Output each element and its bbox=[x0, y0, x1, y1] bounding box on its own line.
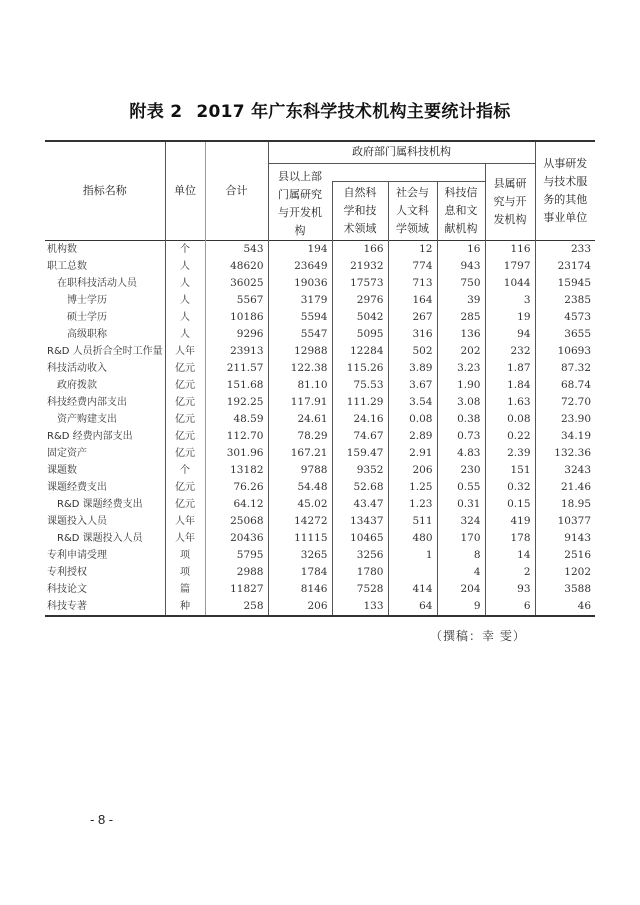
cell-natural: 159.47 bbox=[332, 445, 388, 462]
cell-other: 132.36 bbox=[535, 445, 595, 462]
cell-other: 46 bbox=[535, 598, 595, 616]
table-body bbox=[45, 240, 595, 616]
cell-natural: 17573 bbox=[332, 275, 388, 292]
cell-social: 1 bbox=[388, 547, 437, 564]
cell-county-above: 54.48 bbox=[268, 479, 332, 496]
cell-info: 230 bbox=[437, 462, 485, 479]
cell-county-above: 3179 bbox=[268, 292, 332, 309]
cell-natural: 13437 bbox=[332, 513, 388, 530]
cell-info: 0.31 bbox=[437, 496, 485, 513]
cell-county: 0.15 bbox=[485, 496, 535, 513]
cell-social: 1.23 bbox=[388, 496, 437, 513]
cell-natural: 1780 bbox=[332, 564, 388, 581]
cell-social: 414 bbox=[388, 581, 437, 598]
cell-other: 34.19 bbox=[535, 428, 595, 445]
cell-other: 21.46 bbox=[535, 479, 595, 496]
table-row bbox=[45, 598, 595, 616]
cell-other: 2385 bbox=[535, 292, 595, 309]
indicator-name: 职工总数 bbox=[47, 260, 87, 272]
cell-other: 10377 bbox=[535, 513, 595, 530]
cell-county-above: 1784 bbox=[268, 564, 332, 581]
cell-social: 267 bbox=[388, 309, 437, 326]
indicator-name: 博士学历 bbox=[67, 294, 107, 306]
page-number: - 8 - bbox=[90, 812, 114, 827]
table-row bbox=[45, 445, 595, 462]
cell-natural: 166 bbox=[332, 240, 388, 258]
cell-county-above: 9788 bbox=[268, 462, 332, 479]
indicator-name: 课题投入人员 bbox=[47, 515, 107, 527]
cell-unit: 篇 bbox=[165, 581, 205, 598]
cell-county: 14 bbox=[485, 547, 535, 564]
header-social-science: 社会与人文科学领域 bbox=[388, 182, 437, 240]
cell-other: 23174 bbox=[535, 258, 595, 275]
cell-other: 68.74 bbox=[535, 377, 595, 394]
table-row bbox=[45, 240, 595, 258]
header-county-above: 县以上部门属研究与开发机构 bbox=[268, 163, 332, 240]
cell-county: 94 bbox=[485, 326, 535, 343]
cell-social: 3.67 bbox=[388, 377, 437, 394]
cell-info: 0.73 bbox=[437, 428, 485, 445]
header-other-units: 从事研发与技术服务的其他事业单位 bbox=[535, 141, 595, 240]
cell-county-above: 206 bbox=[268, 598, 332, 616]
cell-other: 9143 bbox=[535, 530, 595, 547]
cell-unit: 亿元 bbox=[165, 360, 205, 377]
table-row bbox=[45, 411, 595, 428]
cell-social: 64 bbox=[388, 598, 437, 616]
cell-other: 15945 bbox=[535, 275, 595, 292]
cell-county: 93 bbox=[485, 581, 535, 598]
cell-info: 1.90 bbox=[437, 377, 485, 394]
header-spacer bbox=[332, 163, 485, 182]
cell-info: 16 bbox=[437, 240, 485, 258]
cell-info: 9 bbox=[437, 598, 485, 616]
table-row bbox=[45, 462, 595, 479]
cell-county-above: 3265 bbox=[268, 547, 332, 564]
cell-county: 0.08 bbox=[485, 411, 535, 428]
cell-county-above: 5547 bbox=[268, 326, 332, 343]
cell-other: 4573 bbox=[535, 309, 595, 326]
cell-natural: 43.47 bbox=[332, 496, 388, 513]
table-row bbox=[45, 343, 595, 360]
cell-natural: 111.29 bbox=[332, 394, 388, 411]
cell-total: 36025 bbox=[205, 275, 268, 292]
cell-natural: 5095 bbox=[332, 326, 388, 343]
cell-county-above: 122.38 bbox=[268, 360, 332, 377]
table-row bbox=[45, 530, 595, 547]
cell-social: 502 bbox=[388, 343, 437, 360]
indicator-name: 机构数 bbox=[45, 240, 165, 258]
cell-natural: 115.26 bbox=[332, 360, 388, 377]
cell-county: 2.39 bbox=[485, 445, 535, 462]
indicator-name: 科技论文 bbox=[47, 583, 87, 595]
cell-total: 112.70 bbox=[205, 428, 268, 445]
cell-other: 1202 bbox=[535, 564, 595, 581]
cell-info: 4 bbox=[437, 564, 485, 581]
cell-unit: 人年 bbox=[165, 530, 205, 547]
cell-unit: 人年 bbox=[165, 513, 205, 530]
cell-unit: 人 bbox=[165, 258, 205, 275]
cell-info: 750 bbox=[437, 275, 485, 292]
cell-unit: 种 bbox=[165, 598, 205, 616]
cell-total: 9296 bbox=[205, 326, 268, 343]
cell-county-above: 8146 bbox=[268, 581, 332, 598]
cell-unit: 亿元 bbox=[165, 377, 205, 394]
cell-county-above: 11115 bbox=[268, 530, 332, 547]
indicator-name: 固定资产 bbox=[47, 447, 87, 459]
indicator-name: R&D 课题投入人员 bbox=[57, 532, 143, 544]
cell-other: 72.70 bbox=[535, 394, 595, 411]
header-indicator-name: 指标名称 bbox=[45, 141, 165, 240]
cell-other: 233 bbox=[535, 240, 595, 258]
cell-natural: 9352 bbox=[332, 462, 388, 479]
cell-county-above: 14272 bbox=[268, 513, 332, 530]
header-total: 合计 bbox=[205, 141, 268, 240]
cell-unit: 个 bbox=[165, 240, 205, 258]
cell-info: 943 bbox=[437, 258, 485, 275]
indicator-name: 政府拨款 bbox=[57, 379, 97, 391]
cell-social: 3.89 bbox=[388, 360, 437, 377]
table-row bbox=[45, 547, 595, 564]
cell-info: 285 bbox=[437, 309, 485, 326]
cell-natural: 52.68 bbox=[332, 479, 388, 496]
cell-other: 3655 bbox=[535, 326, 595, 343]
cell-county: 1.87 bbox=[485, 360, 535, 377]
cell-social: 0.08 bbox=[388, 411, 437, 428]
cell-social: 2.89 bbox=[388, 428, 437, 445]
cell-unit: 人年 bbox=[165, 343, 205, 360]
cell-total: 76.26 bbox=[205, 479, 268, 496]
cell-county-above: 12988 bbox=[268, 343, 332, 360]
cell-county-above: 5594 bbox=[268, 309, 332, 326]
indicator-name: 在职科技活动人员 bbox=[57, 277, 137, 289]
cell-county: 419 bbox=[485, 513, 535, 530]
cell-total: 48.59 bbox=[205, 411, 268, 428]
table-title-text: 2017 年广东科学技术机构主要统计指标 bbox=[196, 102, 511, 122]
cell-county: 1044 bbox=[485, 275, 535, 292]
cell-county: 178 bbox=[485, 530, 535, 547]
cell-other: 87.32 bbox=[535, 360, 595, 377]
cell-total: 2988 bbox=[205, 564, 268, 581]
cell-county-above: 19036 bbox=[268, 275, 332, 292]
table-header bbox=[45, 141, 595, 240]
table-row bbox=[45, 326, 595, 343]
cell-county: 151 bbox=[485, 462, 535, 479]
cell-county: 0.22 bbox=[485, 428, 535, 445]
cell-info: 170 bbox=[437, 530, 485, 547]
header-county: 县属研究与开发机构 bbox=[485, 163, 535, 240]
cell-county: 1.84 bbox=[485, 377, 535, 394]
table-row bbox=[45, 513, 595, 530]
cell-total: 48620 bbox=[205, 258, 268, 275]
header-info-institutions: 科技信息和文献机构 bbox=[437, 182, 485, 240]
cell-social: 480 bbox=[388, 530, 437, 547]
header-gov-group: 政府部门属科技机构 bbox=[268, 141, 535, 163]
indicator-name: 科技专著 bbox=[45, 598, 165, 616]
cell-county: 1.63 bbox=[485, 394, 535, 411]
author-credit: （撰稿：幸 雯） bbox=[430, 629, 526, 643]
cell-unit: 亿元 bbox=[165, 411, 205, 428]
indicator-name: 专利申请受理 bbox=[47, 549, 107, 561]
cell-other: 10693 bbox=[535, 343, 595, 360]
cell-info: 3.23 bbox=[437, 360, 485, 377]
table-title-prefix: 附表 2 bbox=[129, 102, 183, 122]
cell-total: 20436 bbox=[205, 530, 268, 547]
cell-unit: 项 bbox=[165, 547, 205, 564]
cell-county: 116 bbox=[485, 240, 535, 258]
cell-info: 4.83 bbox=[437, 445, 485, 462]
cell-total: 211.57 bbox=[205, 360, 268, 377]
cell-county-above: 24.61 bbox=[268, 411, 332, 428]
cell-total: 64.12 bbox=[205, 496, 268, 513]
table-row bbox=[45, 275, 595, 292]
table-row bbox=[45, 479, 595, 496]
cell-other: 23.90 bbox=[535, 411, 595, 428]
cell-natural: 3256 bbox=[332, 547, 388, 564]
table-row bbox=[45, 581, 595, 598]
indicator-name: 课题数 bbox=[47, 464, 77, 476]
cell-social: 511 bbox=[388, 513, 437, 530]
cell-county: 232 bbox=[485, 343, 535, 360]
cell-total: 543 bbox=[205, 240, 268, 258]
cell-info: 39 bbox=[437, 292, 485, 309]
cell-social: 774 bbox=[388, 258, 437, 275]
cell-info: 0.38 bbox=[437, 411, 485, 428]
cell-county: 2 bbox=[485, 564, 535, 581]
indicator-name: 资产购建支出 bbox=[57, 413, 117, 425]
table-row bbox=[45, 496, 595, 513]
cell-county: 6 bbox=[485, 598, 535, 616]
cell-unit: 人 bbox=[165, 309, 205, 326]
cell-county-above: 45.02 bbox=[268, 496, 332, 513]
cell-unit: 人 bbox=[165, 275, 205, 292]
cell-unit: 亿元 bbox=[165, 479, 205, 496]
cell-info: 202 bbox=[437, 343, 485, 360]
indicator-name: 高级职称 bbox=[67, 328, 107, 340]
header-natural-science: 自然科学和技术领域 bbox=[332, 182, 388, 240]
cell-total: 5795 bbox=[205, 547, 268, 564]
cell-total: 301.96 bbox=[205, 445, 268, 462]
cell-county-above: 23649 bbox=[268, 258, 332, 275]
indicator-name: R&D 经费内部支出 bbox=[47, 430, 133, 442]
table-row bbox=[45, 377, 595, 394]
cell-natural: 74.67 bbox=[332, 428, 388, 445]
cell-unit: 亿元 bbox=[165, 445, 205, 462]
cell-social: 2.91 bbox=[388, 445, 437, 462]
cell-total: 5567 bbox=[205, 292, 268, 309]
cell-natural: 21932 bbox=[332, 258, 388, 275]
cell-other: 3588 bbox=[535, 581, 595, 598]
cell-unit: 人 bbox=[165, 292, 205, 309]
cell-natural: 5042 bbox=[332, 309, 388, 326]
cell-county-above: 81.10 bbox=[268, 377, 332, 394]
cell-total: 25068 bbox=[205, 513, 268, 530]
cell-social: 12 bbox=[388, 240, 437, 258]
cell-unit: 亿元 bbox=[165, 394, 205, 411]
indicator-name: R&D 人员折合全时工作量 bbox=[47, 345, 163, 357]
cell-other: 3243 bbox=[535, 462, 595, 479]
table-title bbox=[0, 97, 640, 122]
indicator-name: 科技活动收入 bbox=[47, 362, 107, 374]
cell-county: 19 bbox=[485, 309, 535, 326]
cell-unit: 个 bbox=[165, 462, 205, 479]
statistics-table bbox=[45, 140, 595, 617]
cell-natural: 12284 bbox=[332, 343, 388, 360]
cell-social: 316 bbox=[388, 326, 437, 343]
cell-info: 0.55 bbox=[437, 479, 485, 496]
table-row bbox=[45, 394, 595, 411]
cell-county-above: 167.21 bbox=[268, 445, 332, 462]
cell-county-above: 78.29 bbox=[268, 428, 332, 445]
cell-natural: 133 bbox=[332, 598, 388, 616]
cell-county: 0.32 bbox=[485, 479, 535, 496]
cell-unit: 人 bbox=[165, 326, 205, 343]
cell-total: 258 bbox=[205, 598, 268, 616]
table-row bbox=[45, 258, 595, 275]
cell-unit: 亿元 bbox=[165, 428, 205, 445]
cell-total: 23913 bbox=[205, 343, 268, 360]
cell-info: 3.08 bbox=[437, 394, 485, 411]
cell-total: 10186 bbox=[205, 309, 268, 326]
cell-natural: 24.16 bbox=[332, 411, 388, 428]
indicator-name: 科技经费内部支出 bbox=[47, 396, 127, 408]
cell-info: 136 bbox=[437, 326, 485, 343]
cell-natural: 7528 bbox=[332, 581, 388, 598]
cell-info: 324 bbox=[437, 513, 485, 530]
cell-county-above: 117.91 bbox=[268, 394, 332, 411]
cell-total: 192.25 bbox=[205, 394, 268, 411]
table-row bbox=[45, 309, 595, 326]
indicator-name: 硕士学历 bbox=[67, 311, 107, 323]
cell-social: 164 bbox=[388, 292, 437, 309]
indicator-name: R&D 课题经费支出 bbox=[57, 498, 143, 510]
indicator-name: 专利授权 bbox=[47, 566, 87, 578]
table-row bbox=[45, 292, 595, 309]
cell-unit: 项 bbox=[165, 564, 205, 581]
indicator-name: 课题经费支出 bbox=[47, 481, 107, 493]
cell-social: 3.54 bbox=[388, 394, 437, 411]
cell-other: 2516 bbox=[535, 547, 595, 564]
cell-county-above: 194 bbox=[268, 240, 332, 258]
table-row bbox=[45, 360, 595, 377]
cell-social: 1.25 bbox=[388, 479, 437, 496]
cell-unit: 亿元 bbox=[165, 496, 205, 513]
cell-total: 13182 bbox=[205, 462, 268, 479]
cell-other: 18.95 bbox=[535, 496, 595, 513]
cell-total: 151.68 bbox=[205, 377, 268, 394]
cell-natural: 2976 bbox=[332, 292, 388, 309]
header-unit: 单位 bbox=[165, 141, 205, 240]
table-row bbox=[45, 564, 595, 581]
cell-social bbox=[388, 564, 437, 581]
cell-total: 11827 bbox=[205, 581, 268, 598]
cell-info: 8 bbox=[437, 547, 485, 564]
cell-social: 713 bbox=[388, 275, 437, 292]
cell-info: 204 bbox=[437, 581, 485, 598]
cell-social: 206 bbox=[388, 462, 437, 479]
table-row bbox=[45, 428, 595, 445]
cell-county: 1797 bbox=[485, 258, 535, 275]
cell-county: 3 bbox=[485, 292, 535, 309]
cell-natural: 75.53 bbox=[332, 377, 388, 394]
cell-natural: 10465 bbox=[332, 530, 388, 547]
